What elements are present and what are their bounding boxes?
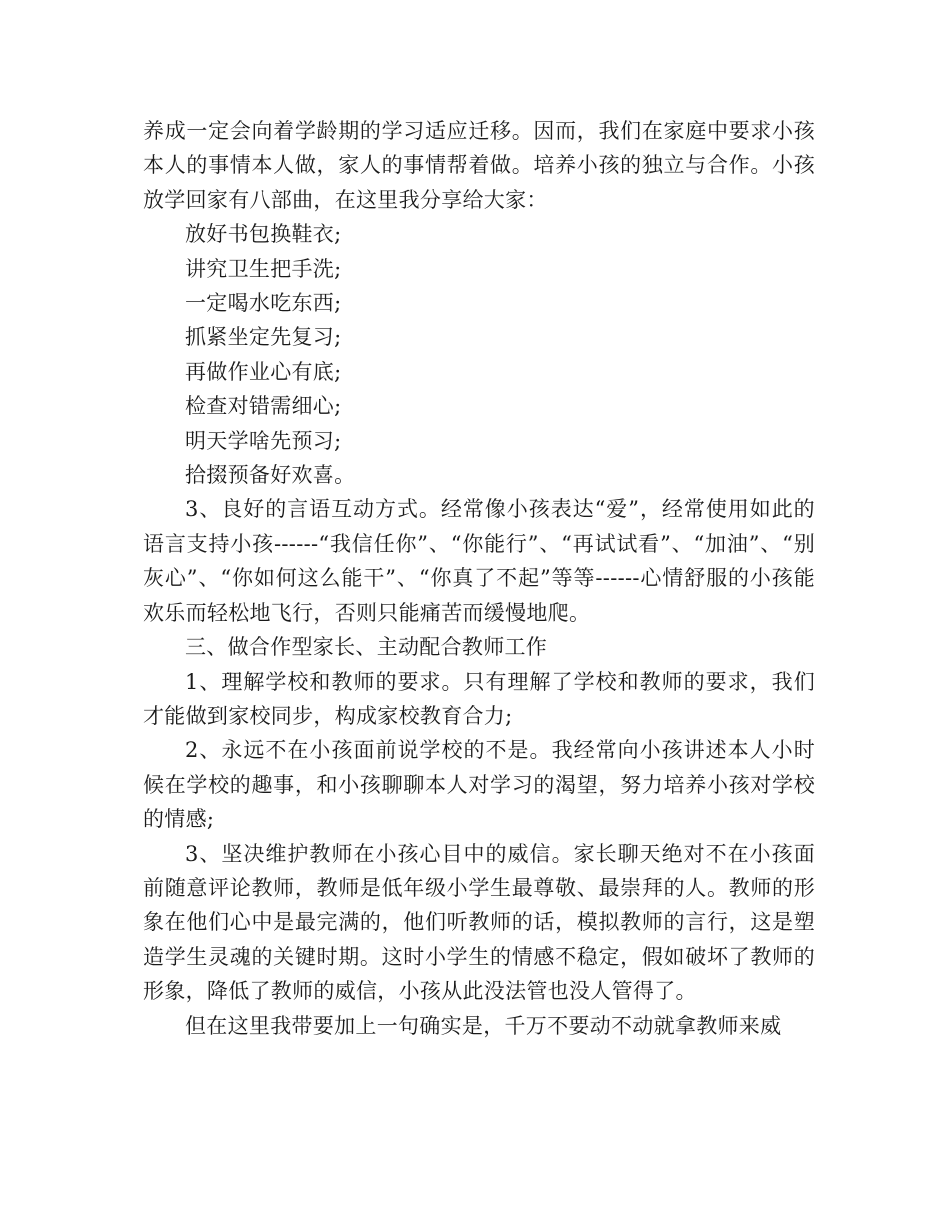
list-item: 明天学啥先预习; [185,428,342,453]
list-item: 讲究卫生把手洗; [185,256,342,281]
paragraph-item-1: 1、理解学校和教师的要求。只有理解了学校和教师的要求，我们才能做到家校同步，构成家校教育合力; [143,669,815,728]
list-item: 再做作业心有底; [185,359,342,384]
paragraph-verbal-interaction: 3、良好的言语互动方式。经常像小孩表达“爱”，经常使用如此的语言支持小孩------“我信任你”、“你能行”、“再试试看”、“加油”、“别灰心”、“你如何这么能干”、“你真了不起”等等------心情舒服的小孩能欢乐而轻松地飞行，否则只能痛苦而缓慢地爬。 [143,497,815,625]
paragraph-item-2: 2、永远不在小孩面前说学校的不是。我经常向小孩讲述本人小时候在学校的趣事，和小孩聊聊本人对学习的渴望，努力培养小孩对学校的情感; [143,738,815,832]
paragraph-last: 但在这里我带要加上一句确实是，千万不要动不动就拿教师来威 [185,1013,782,1038]
section-heading: 三、做合作型家长、主动配合教师工作 [185,635,548,660]
paragraph-item-3: 3、坚决维护教师在小孩心目中的威信。家长聊天绝对不在小孩面前随意评论教师，教师是低年级小学生最尊敬、最崇拜的人。教师的形象在他们心中是最完满的，他们听教师的话，模拟教师的言行，这是塑造学生灵魂的关键时期。这时小学生的情感不稳定，假如破坏了教师的形象，降低了教师的威信，小孩从此没法管也没人管得了。 [143,841,815,1004]
document-body [143,114,815,1043]
list-item: 一定喝水吃东西; [185,291,342,316]
paragraph-intro: 养成一定会向着学龄期的学习适应迁移。因而，我们在家庭中要求小孩本人的事情本人做，家人的事情帮着做。培养小孩的独立与合作。小孩放学回家有八部曲，在这里我分享给大家： [143,119,815,212]
list-item: 放好书包换鞋衣; [185,222,342,247]
list-item: 检查对错需细心; [185,394,342,419]
list-item: 抓紧坐定先复习; [185,325,342,350]
list-item: 拾掇预备好欢喜。 [185,463,356,488]
eight-steps-list [143,217,815,492]
